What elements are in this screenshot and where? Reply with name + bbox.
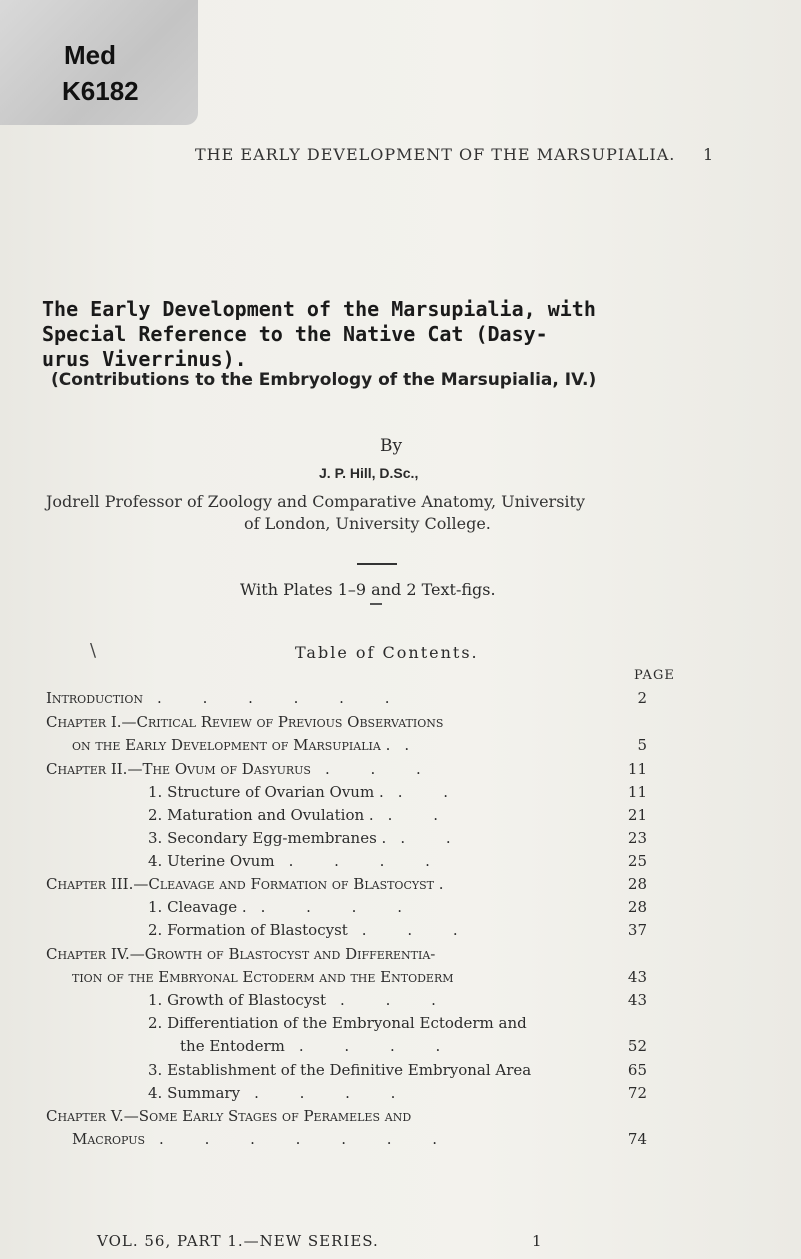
toc-entry-text: 2. Formation of Blastocyst (148, 921, 348, 939)
toc-row (148, 783, 466, 801)
toc-page-number: 5 (637, 736, 647, 754)
toc-page-number: 21 (627, 806, 647, 824)
affiliation-line-2: of London, University College. (244, 514, 491, 533)
toc-row (180, 1037, 458, 1055)
toc-row (46, 713, 443, 731)
toc-leader-dots: . . . . . . . (159, 1130, 456, 1148)
toc-page-header: PAGE (634, 668, 675, 683)
divider-small (370, 603, 382, 605)
title-line-3: urus Viverrinus). (42, 347, 247, 371)
toc-row (148, 1014, 527, 1032)
toc-entry-text: Introduction (46, 689, 144, 707)
toc-row (46, 1107, 411, 1125)
toc-row (148, 1084, 413, 1102)
running-head (195, 145, 715, 164)
toc-row (72, 736, 427, 754)
toc-entry-text: Chapter IV.—Growth of Blastocyst and Differentia- (46, 945, 436, 963)
toc-row (148, 1061, 531, 1079)
toc-row (46, 875, 444, 893)
toc-title: Table of Contents. (295, 643, 479, 662)
footer-volume: VOL. 56, PART 1.—NEW SERIES. (97, 1232, 379, 1250)
toc-entry-text: Chapter I.—Critical Review of Previous Observations (46, 713, 444, 731)
toc-page-number: 37 (627, 921, 647, 939)
toc-page-number: 52 (627, 1037, 647, 1055)
toc-entry-text: 3. Secondary Egg-membranes . (148, 829, 387, 847)
toc-page-number: 65 (627, 1061, 647, 1079)
toc-entry-text: on the Early Development of Marsupialia . (72, 736, 391, 754)
toc-page-number: 11 (627, 783, 647, 801)
toc-entry-text: the Entoderm (180, 1037, 285, 1055)
toc-leader-dots: . . . . . . (157, 689, 408, 707)
toc-row (46, 760, 439, 778)
toc-page-number: 43 (627, 968, 647, 986)
toc-leader-dots: . . . . (288, 852, 448, 870)
toc-entry-text: tion of the Embryonal Ectoderm and the Entoderm (72, 968, 454, 986)
toc-row (148, 806, 456, 824)
toc-row (148, 991, 454, 1009)
toc-row (72, 968, 454, 986)
toc-row (148, 921, 476, 939)
title-line-2: Special Reference to the Native Cat (Dasy- (42, 322, 548, 346)
toc-leader-dots: . . (387, 806, 456, 824)
toc-row (148, 829, 469, 847)
toc-row (148, 898, 420, 916)
toc-leader-dots: . . . (340, 991, 454, 1009)
toc-page-number: 28 (627, 875, 647, 893)
library-label-line1: Med (64, 40, 116, 70)
toc-page-number: 11 (627, 760, 647, 778)
toc-page-number: 28 (627, 898, 647, 916)
toc-page-number: 74 (627, 1130, 647, 1148)
toc-entry-text: Macropus (72, 1130, 146, 1148)
contributions-subtitle: (Contributions to the Embryology of the Marsupialia, IV.) (51, 370, 597, 390)
toc-leader-dots: . . (397, 783, 467, 801)
toc-leader-dots: . (404, 736, 428, 754)
toc-entry-text: 2. Differentiation of the Embryonal Ectoderm and (148, 1014, 527, 1032)
toc-leader-dots: . . . (361, 921, 476, 939)
toc-page-number: 23 (627, 829, 647, 847)
toc-leader-dots: . . (400, 829, 469, 847)
toc-entry-text: 4. Summary (148, 1084, 241, 1102)
running-head-page: 1 (703, 145, 715, 164)
author-name: J. P. Hill, D.Sc., (319, 465, 419, 481)
by-line: By (380, 436, 403, 456)
toc-entry-text: Chapter V.—Some Early Stages of Perameles and (46, 1107, 412, 1125)
title-line-1: The Early Development of the Marsupialia, with (42, 297, 596, 321)
toc-leader-dots: . . . (324, 760, 439, 778)
toc-leader-dots: . . . . (260, 898, 420, 916)
toc-page-number: 72 (627, 1084, 647, 1102)
affiliation-line-1: Jodrell Professor of Zoology and Comparative Anatomy, University (46, 492, 585, 511)
toc-entry-text: 1. Structure of Ovarian Ovum . (148, 783, 384, 801)
toc-entry-text: 4. Uterine Ovum (148, 852, 275, 870)
divider-rule (357, 563, 397, 565)
toc-row (148, 852, 448, 870)
toc-entry-text: 1. Cleavage . (148, 898, 247, 916)
toc-entry-text: Chapter II.—The Ovum of Dasyurus (46, 760, 311, 778)
toc-leader-dots: . . . . (254, 1084, 414, 1102)
library-label-line2: K6182 (62, 76, 139, 106)
toc-entry-text: 3. Establishment of the Definitive Embryonal Area (148, 1061, 532, 1079)
toc-page-number: 25 (627, 852, 647, 870)
toc-entry-text: Chapter III.—Cleavage and Formation of Blastocyst . (46, 875, 444, 893)
toc-leader-dots: . . . . (298, 1037, 459, 1055)
toc-page-number: 43 (627, 991, 647, 1009)
footer-signature: 1 (532, 1232, 542, 1250)
library-label (0, 0, 198, 125)
plates-note: With Plates 1–9 and 2 Text-figs. (240, 580, 496, 599)
toc-row (72, 1130, 455, 1148)
toc-entry-text: 1. Growth of Blastocyst (148, 991, 327, 1009)
toc-row (46, 689, 407, 707)
toc-row (46, 945, 435, 963)
margin-mark: \ (90, 640, 97, 661)
running-head-text: THE EARLY DEVELOPMENT OF THE MARSUPIALIA. (195, 145, 676, 164)
toc-entry-text: 2. Maturation and Ovulation . (148, 806, 374, 824)
toc-page-number: 2 (637, 689, 647, 707)
